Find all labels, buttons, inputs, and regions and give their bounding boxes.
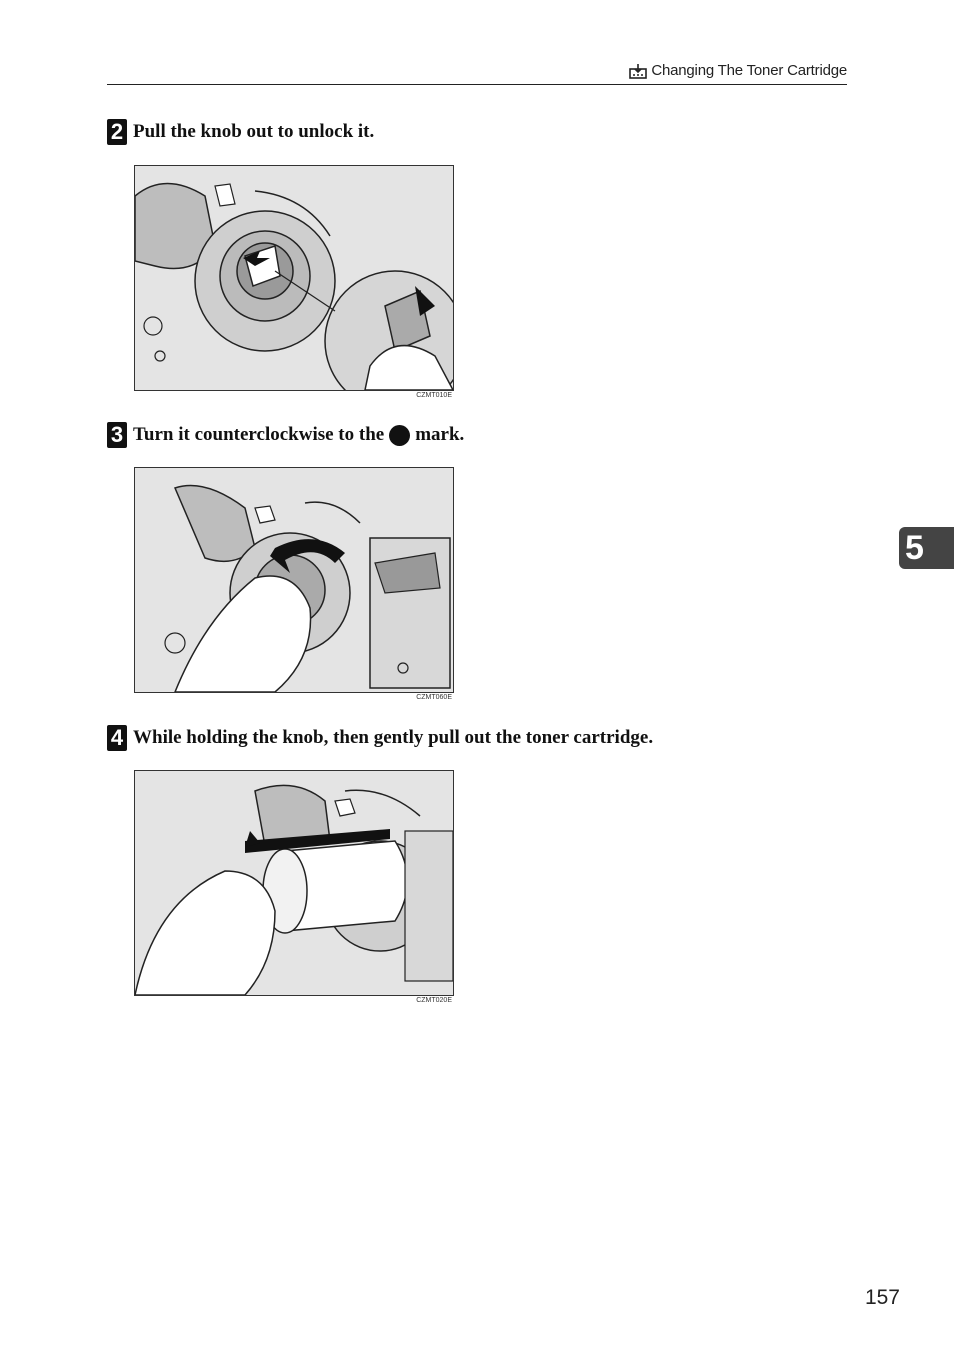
- step-2: [107, 119, 374, 145]
- figure-code: CZMT060E: [416, 694, 452, 701]
- filled-circle-mark-icon: [389, 425, 410, 446]
- step-instruction: [133, 424, 464, 446]
- figure-pull-cartridge: [134, 770, 454, 996]
- step-number-badge: 3: [107, 422, 127, 448]
- step-4: [107, 725, 653, 751]
- step-instruction-after: mark.: [415, 424, 465, 445]
- step-number-badge: 4: [107, 725, 127, 751]
- chapter-tab: 5: [899, 527, 954, 569]
- step-instruction-before: Turn it counterclockwise to the: [133, 424, 385, 445]
- figure-code: CZMT020E: [416, 997, 452, 1004]
- header-title-text: Changing The Toner Cartridge: [651, 62, 847, 79]
- page-number: 157: [864, 1286, 900, 1309]
- figure-turn-knob: [134, 467, 454, 693]
- header-title: [629, 62, 847, 79]
- toner-icon: [629, 63, 647, 79]
- figure-unlock-knob: [134, 165, 454, 391]
- step-instruction: While holding the knob, then gently pull out the toner cartridge.: [133, 727, 654, 748]
- step-3: [107, 422, 464, 448]
- running-header: [107, 58, 847, 85]
- figure-code: CZMT010E: [416, 392, 452, 399]
- step-number-badge: 2: [107, 119, 127, 145]
- step-instruction: Pull the knob out to unlock it.: [133, 121, 375, 142]
